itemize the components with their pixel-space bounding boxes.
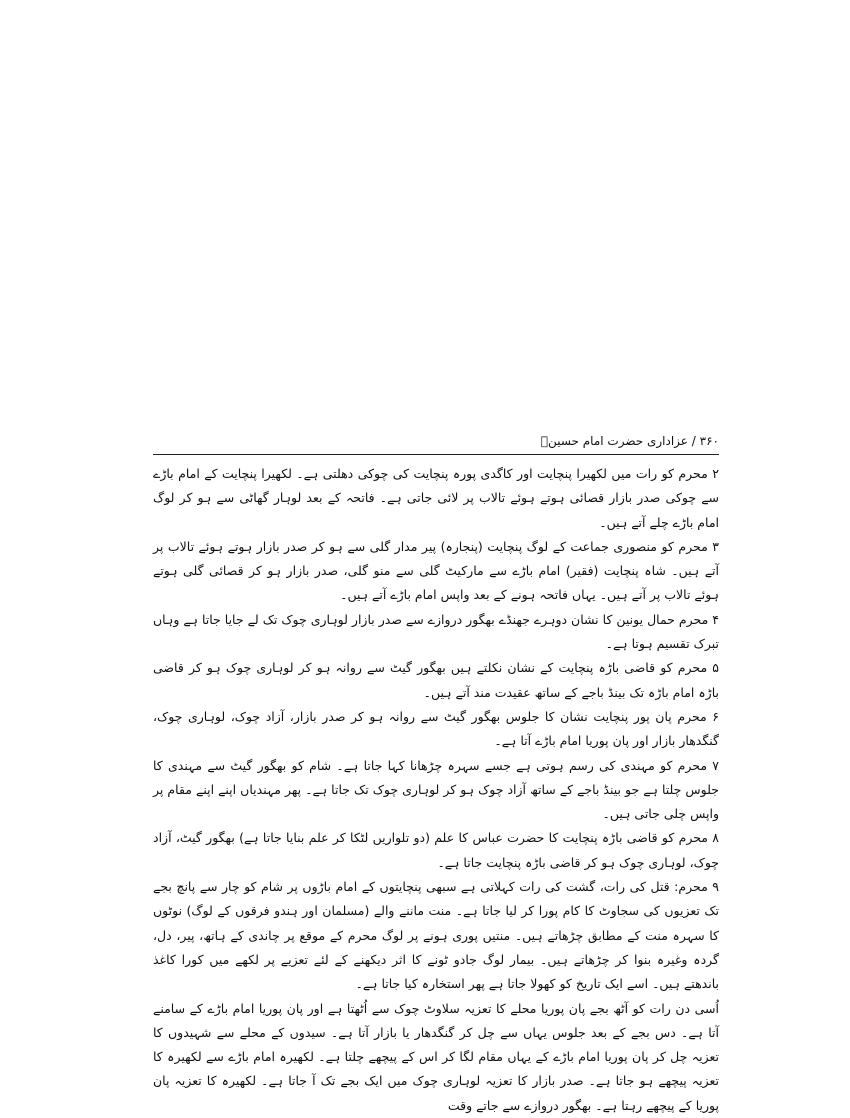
book-title: عزاداری حضرت امام حسینؑ [540,434,688,448]
header-separator: / [691,434,696,448]
paragraph-muharram-5: ۵ محرم کو قاضی باڑہ پنچایت کے نشان نکلتے ہیں بھگور گیٹ سے روانہ ہو کر لوہاری چوک ہو کر قاضی باڑہ امام باڑہ تک بینڈ باجے کے ساتھ عقیدت مند آتے ہیں۔ [153,660,719,700]
header-divider [153,454,719,455]
paragraph-night-procession: اُسی دن رات کو آٹھ بجے پان پوریا محلے کا تعزیہ سلاوٹ چوک سے اُٹھتا ہے اور پان پوریا امام باڑے کے سامنے آتا ہے۔ دس بجے کے بعد جلوس یہاں سے چل کر گنگدھار یا بازار آتا ہے۔ سیدوں کے محلے سے شہیدوں کا تعزیہ چل کر پان پوریا امام باڑے کے یہاں مقام لگا کر اس کے پیچھے چلتا ہے۔ لکھیرہ امام باڑے سے لکھیرہ کا تعزیہ پیچھے ہو جاتا ہے۔ صدر بازار کا تعزیہ لوہاری چوک میں ایک بجے تک آ جاتا ہے۔ لکھیرہ کا تعزیہ پان پوریا کے پیچھے رہتا ہے۔ بھگور دروازے سے جاتے وقت [153,1000,719,1113]
page-body [153,462,719,1118]
running-header [153,430,719,452]
paragraph-muharram-7: ۷ محرم کو مہندی کی رسم ہوتی ہے جسے سہرہ چڑھانا کہا جاتا ہے۔ شام کو بھگور گیٹ سے مہندی کا جلوس چلتا ہے جو بینڈ باجے کے ساتھ آزاد چوک ہو کر لوہاری چوک تک جاتا ہے۔ پھر مہندیاں اپنے اپنے مقام پر واپس چلی جاتی ہیں۔ [153,757,719,822]
paragraph-muharram-9: ۹ محرم: قتل کی رات، گشت کی رات کہلاتی ہے سبھی پنچایتوں کے امام باڑوں پر شام کو چار سے پانچ بجے تک تعزیوں کی سجاوٹ کا کام پورا کر لیا جاتا ہے۔ منت ماننے والے (مسلمان اور ہندو فرقوں کے لوگ) نوٹوں کا سہرہ منت کے مطابق چڑھاتے ہیں۔ منتیں پوری ہونے پر لوگ محرم کے موقع پر چاندی کے ہاتھ، پیر، دل، گردہ وغیرہ بنوا کر چڑھاتے ہیں۔ بیمار لوگ جادو ٹونے کا اثر دیکھنے کے لئے تعزیے پر لکھے میں کورا کاغذ باندھتے ہیں۔ اسے ایک تاریخ کو کھولا جاتا ہے پھر استخارہ کیا جاتا ہے۔ [153,879,719,992]
paragraph-muharram-3: ۳ محرم کو منصوری جماعت کے لوگ پنچایت (پنجارہ) پیر مدار گلی سے ہو کر صدر بازار ہوتے ہوئے تالاب پر آتے ہیں۔ شاہ پنچایت (فقیر) امام باڑے سے مارکیٹ گلی سے منو گلی، صدر بازار ہو کر قصائی گلی ہوتے ہوئے تالاب پر آتے ہیں۔ یہاں فاتحہ ہونے کے بعد واپس امام باڑے آتے ہیں۔ [153,538,719,603]
paragraph-muharram-6: ۶ محرم پان پور پنچایت نشان کا جلوس بھگور گیٹ سے روانہ ہو کر صدر بازار، آزاد چوک، لوہاری چوک، گنگدھار بازار اور پان پوریا امام باڑے آتا ہے۔ [153,708,719,749]
paragraph-muharram-2: ۲ محرم کو رات میں لکھیرا پنچایت اور کاگدی پورہ پنچایت کی چوکی دھلتی ہے۔ لکھیرا پنچایت کے امام باڑے سے چوکی صدر بازار قصائی ہوتے ہوئے تالاب پر لائی جاتی ہے۔ فاتحہ کے بعد لوہار گھاٹی سے ہو کر لوگ امام باڑے چلے آتے ہیں۔ [153,466,719,530]
paragraph-muharram-8: ۸ محرم کو قاضی باڑہ پنچایت کا حضرت عباس کا علم (دو تلواریں لٹکا کر علم بنایا جاتا ہے) بھگور گیٹ، آزاد چوک، لوہاری چوک ہو کر قاضی باڑہ پنچایت جاتا ہے۔ [153,830,719,870]
page-number: ۳۶۰ [699,434,719,448]
paragraph-muharram-4: ۴ محرم حمال یونین کا نشان دوہرے جھنڈے بھگور دروازے سے صدر بازار لوہاری چوک تک لے جایا جاتا ہے وہاں تبرک تقسیم ہوتا ہے۔ [153,611,719,652]
